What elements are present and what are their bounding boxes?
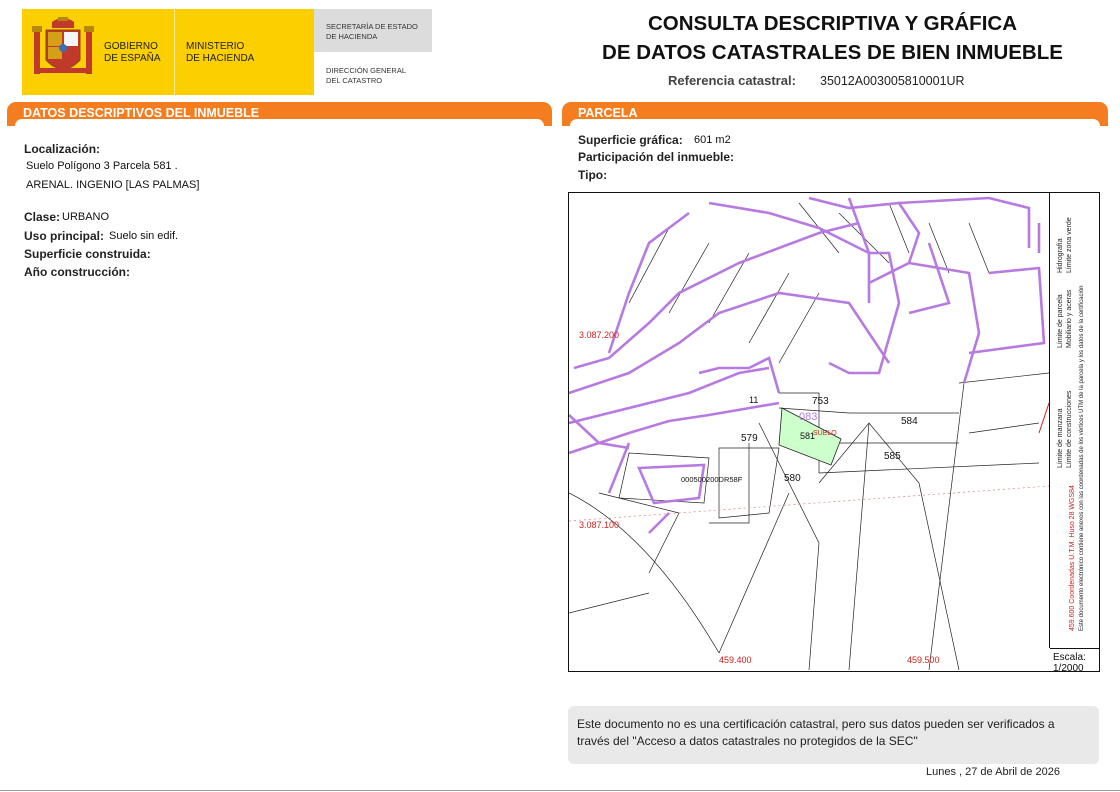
escala	[1053, 652, 1086, 674]
legend-limite-construcciones: Límite de construcciones	[1066, 390, 1073, 468]
min-line1: MINISTERIO	[186, 41, 245, 52]
logo-divider	[174, 9, 175, 95]
highlight-label: SUELO	[813, 430, 837, 437]
parcel-label-580: 580	[784, 473, 801, 484]
legend-col-3	[1079, 285, 1120, 637]
direccion-general-text	[326, 66, 406, 86]
legend-mobiliario: Mobiliario y aceras	[1066, 289, 1073, 348]
uso-label: Uso principal:	[24, 229, 105, 243]
descriptivos-title: DATOS DESCRIPTIVOS DEL INMUEBLE	[23, 106, 260, 120]
title-line1: CONSULTA DESCRIPTIVA Y GRÁFICA	[647, 12, 1018, 35]
clase-label: Clase:	[24, 210, 61, 224]
tipo-label: Tipo:	[578, 168, 608, 182]
coord-y2: 3.087.100	[579, 520, 620, 530]
anio-construccion-label: Año construcción:	[24, 265, 131, 279]
coord-x1: 459.400	[719, 655, 752, 665]
legend-divider	[1049, 193, 1050, 648]
participacion-label: Participación del inmueble:	[578, 150, 735, 164]
coord-x2: 459.500	[907, 655, 940, 665]
parcel-label-753: 753	[812, 396, 829, 407]
clase-value: URBANO	[62, 211, 110, 223]
gov-line1: GOBIERNO	[104, 41, 158, 52]
coord-y1: 3.087.200	[579, 330, 620, 340]
legend-col-2b	[1066, 289, 1120, 355]
superficie-construida-label: Superficie construida:	[24, 247, 151, 261]
gobierno-text	[104, 41, 161, 65]
ref-catastral-value: 35012A003005810001UR	[820, 74, 965, 88]
legend-zona-verde: Límite zona verde	[1066, 217, 1073, 273]
parcel-label-083: 083	[799, 411, 818, 423]
min-line2: DE HACIENDA	[186, 53, 255, 64]
uso-value: Suelo sin edif.	[109, 230, 179, 242]
parcela-header-bar	[562, 102, 1108, 126]
sec-line1: SECRETARÍA DE ESTADO	[326, 22, 418, 31]
parcel-label-585: 585	[884, 451, 901, 462]
gov-line2: DE ESPAÑA	[104, 53, 161, 64]
page-title	[560, 9, 1105, 67]
dg-line2: DEL CATASTRO	[326, 76, 383, 85]
legend-text-note: Este documento electrónico contiene anexos con las coordenadas de los vértices UTM de la parcela y los datos de la certificación	[1079, 285, 1085, 631]
disclaimer-text: Este documento no es una certificación catastral, pero sus datos pueden ser verificados a través del "Acceso a datos catastrales no protegidos de la SEC"	[577, 717, 1055, 748]
superficie-grafica-label: Superficie gráfica:	[578, 133, 683, 147]
legend-col-2c	[1066, 217, 1120, 280]
secretaria-text	[326, 22, 418, 42]
legend-col-2a	[1066, 390, 1120, 475]
dg-line1: DIRECCIÓN GENERAL	[326, 66, 407, 75]
descriptivos-header-bar	[7, 102, 552, 126]
legend-hidrografia: Hidrografía	[1057, 238, 1064, 273]
sec-line2: DE HACIENDA	[326, 32, 378, 41]
escala-value: 1/2000	[1053, 663, 1084, 674]
disclaimer-box	[568, 706, 1099, 764]
localizacion-line1: Suelo Polígono 3 Parcela 581 .	[26, 160, 178, 172]
legend-text-coords: 459.600 Coordenadas U.T.M. Huso 28 WGS84	[1069, 485, 1076, 631]
escala-label: Escala:	[1053, 652, 1086, 663]
ref-catastral-label: Referencia catastral:	[668, 73, 796, 88]
document-date: Lunes , 27 de Abril de 2026	[926, 766, 1060, 778]
parcel-label-11: 11	[749, 395, 759, 405]
parcela-title: PARCELA	[578, 106, 638, 120]
title-line2: DE DATOS CATASTRALES DE BIEN INMUEBLE	[602, 41, 1063, 64]
ministerio-text	[186, 41, 254, 65]
ref-code-label: 000500200DR58F	[681, 475, 743, 484]
coat-of-arms-icon	[30, 16, 96, 88]
superficie-grafica-value: 601 m2	[694, 134, 731, 146]
cadastral-map[interactable]	[568, 192, 1100, 672]
parcel-label-581: 581	[800, 431, 816, 441]
parcel-label-579: 579	[741, 433, 758, 444]
legend-limite-parcela: Límite de parcela	[1057, 294, 1064, 348]
parcel-label-584: 584	[901, 416, 918, 427]
localizacion-label: Localización:	[24, 142, 101, 156]
localizacion-line2: ARENAL. INGENIO [LAS PALMAS]	[26, 179, 200, 191]
legend-limite-manzana: Límite de manzana	[1057, 408, 1064, 468]
bottom-rule	[0, 790, 1120, 791]
